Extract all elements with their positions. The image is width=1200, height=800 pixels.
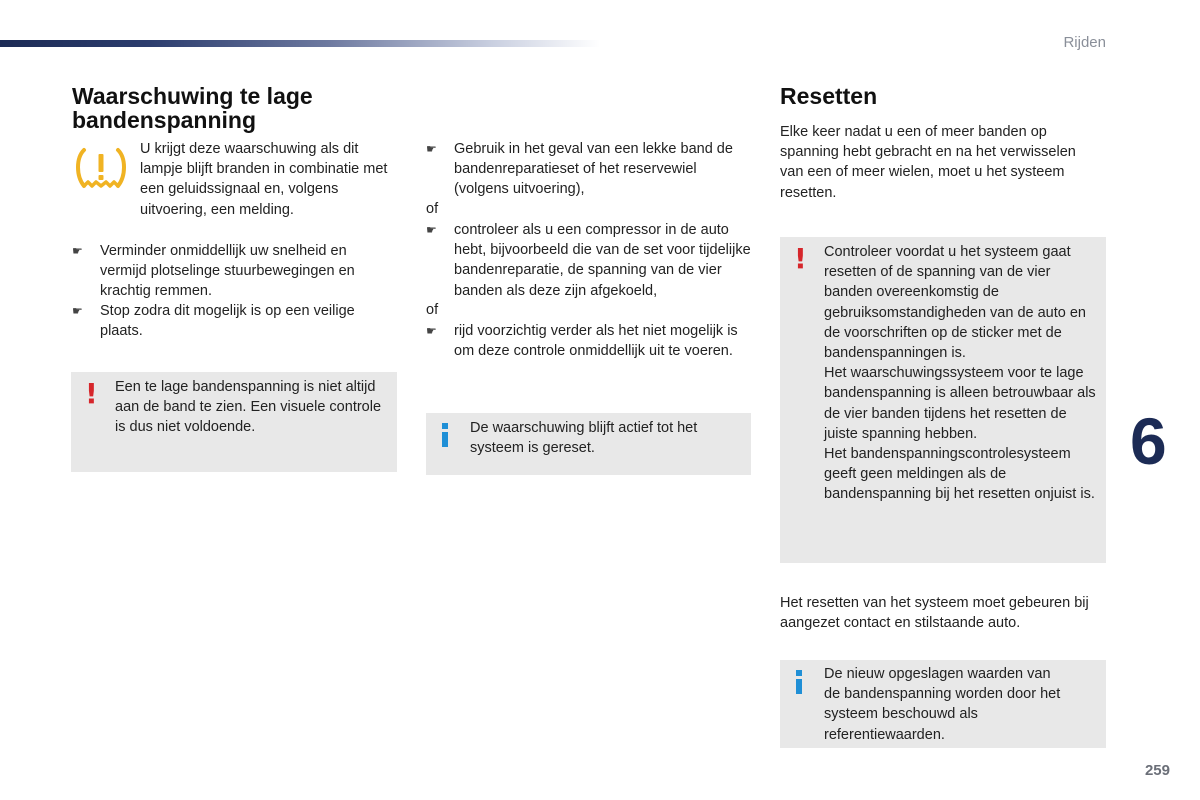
info-box [780, 660, 1106, 748]
list-item: ☛ Stop zodra dit mogelijk is op een veilige plaats. [72, 303, 355, 340]
page-number: 259 [1144, 762, 1170, 779]
header-gradient-bar [0, 40, 600, 47]
reset-paragraph: Het resetten van het systeem moet gebeuren bij aangezet contact en stilstaande auto. [780, 595, 1089, 632]
or-separator: of [426, 302, 439, 318]
warning-box [71, 372, 397, 472]
pointing-hand-icon: ☛ [426, 324, 437, 338]
list-item: ☛ rijd voorzichtig verder als het niet mogelijk is om deze controle onmiddellijk uit te voeren. [426, 323, 738, 360]
warning-intro: U krijgt deze waarschuwing als dit lampje blijft branden in combinatie met een geluidssignaal en, volgens uitvoering, een melding. [140, 141, 388, 218]
section-heading-reset: Resetten [780, 83, 878, 109]
info-box [426, 413, 751, 475]
chapter-number: 6 [1130, 404, 1167, 478]
tyre-pressure-warning-icon [74, 146, 128, 194]
chapter-label: Rijden [1063, 34, 1106, 51]
warning-box-text: Een te lage bandenspanning is niet altijd aan de band te zien. Een visuele controle is dus niet voldoende. [115, 379, 382, 436]
warning-box-text: Controleer voordat u het systeem gaat resetten of de spanning van de vier banden overeenkomstig de gebruiksomstandigheden van de auto en de voorschriften op de sticker met de bandenspanningen is. Het waarschuwingssysteem voor te lage bandenspanning is alleen betrouwbaar als de vier banden tijdens het resetten de juiste spanning hebben. Het bandenspanningscontrolesysteem geeft geen meldingen als de bandenspanning bij het resetten onjuist is. [824, 244, 1096, 503]
reset-intro: Elke keer nadat u een of meer banden op spanning hebt gebracht en na het verwisselen van een of meer wielen, moet u het systeem resetten. [780, 124, 1076, 201]
exclamation-icon: ! [85, 377, 98, 410]
pointing-hand-icon: ☛ [72, 304, 83, 318]
pointing-hand-icon: ☛ [72, 244, 83, 258]
section-heading-warning: Waarschuwing te lage bandenspanning [72, 83, 313, 133]
pointing-hand-icon: ☛ [426, 223, 437, 237]
info-box-text: De waarschuwing blijft actief tot het systeem is gereset. [470, 420, 698, 457]
exclamation-icon: ! [794, 242, 807, 275]
pointing-hand-icon: ☛ [426, 142, 437, 156]
info-box-text: De nieuw opgeslagen waarden van de bandenspanning worden door het systeem beschouwd als referentiewaarden. [824, 666, 1061, 743]
list-item: ☛ Gebruik in het geval van een lekke band de bandenreparatieset of het reservewiel (volgens uitvoering), [426, 141, 733, 198]
list-item: ☛ controleer als u een compressor in de auto hebt, bijvoorbeeld die van de set voor tijdelijke bandenreparatie, de spanning van de vier banden als deze zijn afgekoeld, [426, 222, 751, 299]
warning-box [780, 237, 1106, 563]
or-separator: of [426, 201, 439, 217]
list-item: ☛ Verminder onmiddellijk uw snelheid en vermijd plotselinge stuurbewegingen en krachtig remmen. [72, 243, 355, 300]
